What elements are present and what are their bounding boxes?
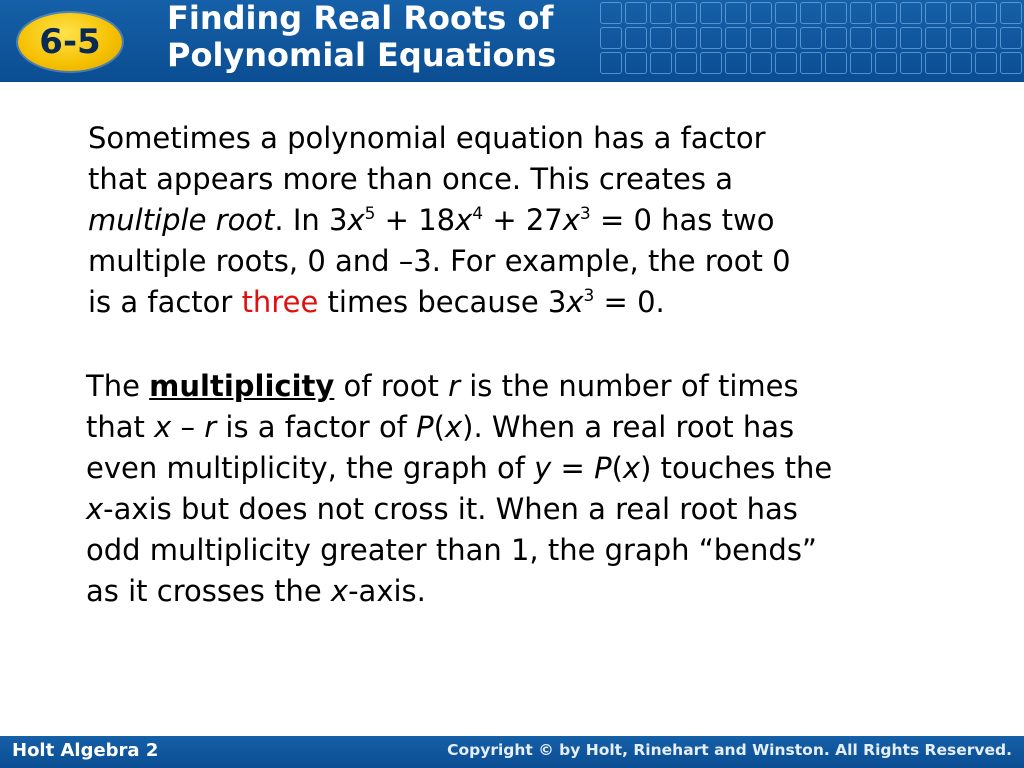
var-P: P: [416, 410, 434, 444]
multiple-root-term: multiple root: [88, 203, 275, 237]
text: =: [551, 451, 595, 485]
var-y: y: [534, 451, 552, 485]
paragraph2-line2: [86, 407, 986, 448]
paragraph1-line4: multiple roots, 0 and –3. For example, the root 0: [88, 244, 791, 278]
text: + 18: [375, 203, 456, 237]
var-x: x: [562, 203, 580, 237]
paragraph1-line1: Sometimes a polynomial equation has a factor: [88, 121, 766, 155]
paragraph-multiple-root: [88, 118, 988, 323]
var-x: x: [622, 451, 641, 485]
paragraph1-line5: [88, 282, 988, 323]
header-grid-decoration: [600, 2, 1024, 82]
paragraph1-line3: [88, 200, 988, 241]
text: as it crosses the: [86, 574, 331, 608]
text: + 27: [483, 203, 563, 237]
text: –: [171, 410, 205, 444]
text: -axis.: [348, 574, 426, 608]
text: (: [433, 410, 445, 444]
paragraph-multiplicity: [86, 366, 986, 612]
text: is the number of times: [460, 369, 799, 403]
text: The: [86, 369, 150, 403]
paragraph2-line3: [86, 448, 986, 489]
lesson-number-badge: 6-5: [18, 13, 122, 71]
textbook-name: Holt Algebra 2: [12, 740, 159, 761]
lesson-title-line-1: Finding Real Roots of: [167, 0, 554, 37]
text: of root: [334, 369, 449, 403]
paragraph2-line4: [86, 489, 986, 530]
var-r: r: [448, 369, 460, 403]
text: is a factor: [88, 285, 242, 319]
text: ) touches the: [640, 451, 833, 485]
lesson-title-line-2: Polynomial Equations: [167, 36, 557, 74]
exponent: 5: [364, 204, 376, 224]
paragraph2-line6: [86, 571, 986, 612]
copyright-notice: Copyright © by Holt, Rinehart and Winston. All Rights Reserved.: [447, 741, 1012, 759]
lesson-title: [167, 0, 556, 74]
var-x: x: [330, 574, 349, 608]
exponent: 3: [579, 204, 591, 224]
highlight-three: three: [241, 285, 319, 319]
paragraph2-line5: odd multiplicity greater than 1, the graph “bends”: [86, 533, 817, 567]
text: ). When a real root has: [462, 410, 795, 444]
text: that: [86, 410, 155, 444]
text: = 0 has two: [590, 203, 775, 237]
exponent: 3: [583, 286, 595, 306]
multiplicity-term: multiplicity: [149, 369, 335, 403]
var-x: x: [444, 410, 463, 444]
text: -axis but does not cross it. When a real root has: [103, 492, 798, 526]
text: times because 3: [318, 285, 567, 319]
var-x: x: [347, 203, 365, 237]
var-x: x: [86, 492, 104, 526]
var-P: P: [594, 451, 612, 485]
text: = 0.: [594, 285, 665, 319]
text: . In 3: [274, 203, 348, 237]
text: is a factor of: [216, 410, 417, 444]
slide-header: [0, 0, 1024, 82]
text: even multiplicity, the graph of: [86, 451, 535, 485]
paragraph1-line2: that appears more than once. This creates a: [88, 162, 733, 196]
exponent: 4: [472, 204, 484, 224]
var-r: r: [204, 410, 217, 444]
var-x: x: [154, 410, 172, 444]
slide-footer: [0, 736, 1024, 768]
text: (: [611, 451, 623, 485]
var-x: x: [455, 203, 473, 237]
var-x: x: [566, 285, 584, 319]
paragraph2-line1: [86, 366, 986, 407]
